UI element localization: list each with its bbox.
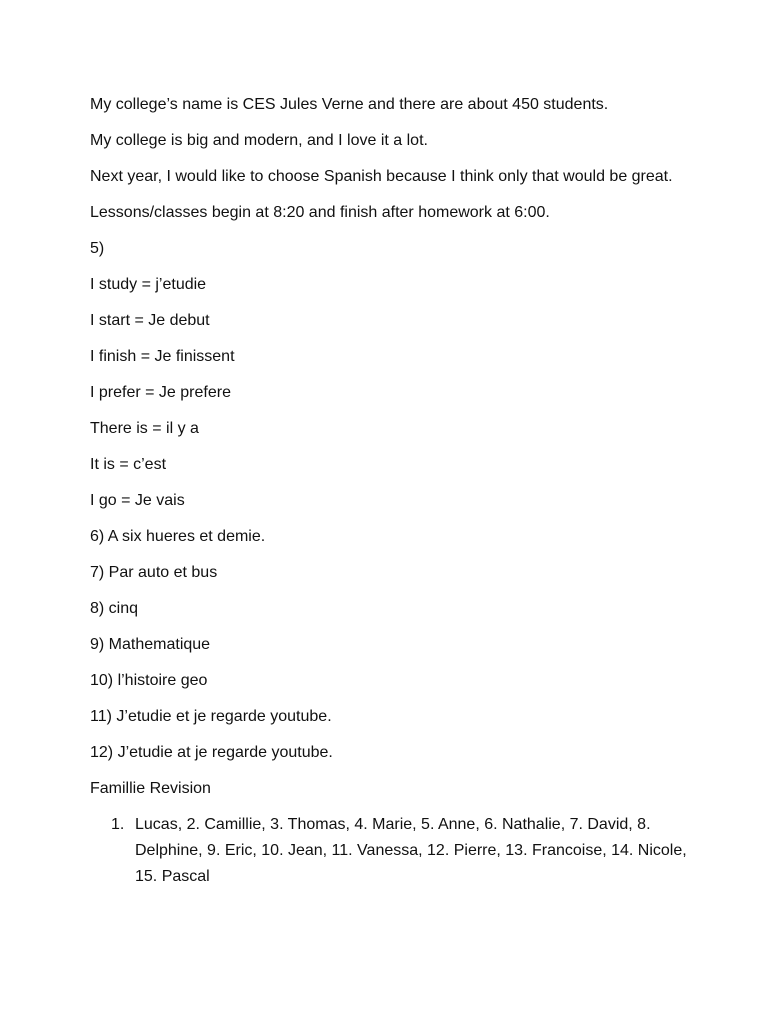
answer-6: 6) A six hueres et demie. — [90, 528, 266, 545]
family-names-text: Lucas, 2. Camillie, 3. Thomas, 4. Marie, 5. Anne, 6. Nathalie, 7. David, 8. Delphine, 9. Eric, 10. Jean, 11. Vanessa, 12. Pierre, 13. Francoise, 14. Nicole, 15. Pascal — [135, 816, 687, 885]
vocab-i-finish: I finish = Je finissent — [90, 348, 235, 365]
answer-9: 9) Mathematique — [90, 636, 211, 653]
list-item — [90, 812, 690, 890]
answer-12: 12) J’etudie at je regarde youtube. — [90, 744, 333, 761]
paragraph-lessons-times: Lessons/classes begin at 8:20 and finish after homework at 6:00. — [90, 204, 550, 221]
answer-11: 11) J’etudie et je regarde youtube. — [90, 708, 332, 725]
paragraph-college-name: My college’s name is CES Jules Verne and there are about 450 students. — [90, 96, 609, 113]
family-names-list — [90, 812, 690, 890]
section-heading-famillie-revision: Famillie Revision — [90, 780, 211, 797]
vocab-i-study: I study = j’etudie — [90, 276, 207, 293]
answer-10: 10) l’histoire geo — [90, 672, 208, 689]
answer-7: 7) Par auto et bus — [90, 564, 218, 581]
vocab-there-is: There is = il y a — [90, 420, 199, 437]
list-marker: 1. — [111, 816, 125, 833]
vocab-i-start: I start = Je debut — [90, 312, 210, 329]
vocab-i-prefer: I prefer = Je prefere — [90, 384, 231, 401]
answer-8: 8) cinq — [90, 600, 139, 617]
vocab-i-go: I go = Je vais — [90, 492, 185, 509]
document-body — [90, 92, 690, 890]
paragraph-next-year: Next year, I would like to choose Spanish because I think only that would be great. — [90, 168, 673, 185]
question-5-heading: 5) — [90, 240, 105, 257]
vocab-it-is: It is = c’est — [90, 456, 167, 473]
paragraph-college-description: My college is big and modern, and I love it a lot. — [90, 132, 428, 149]
